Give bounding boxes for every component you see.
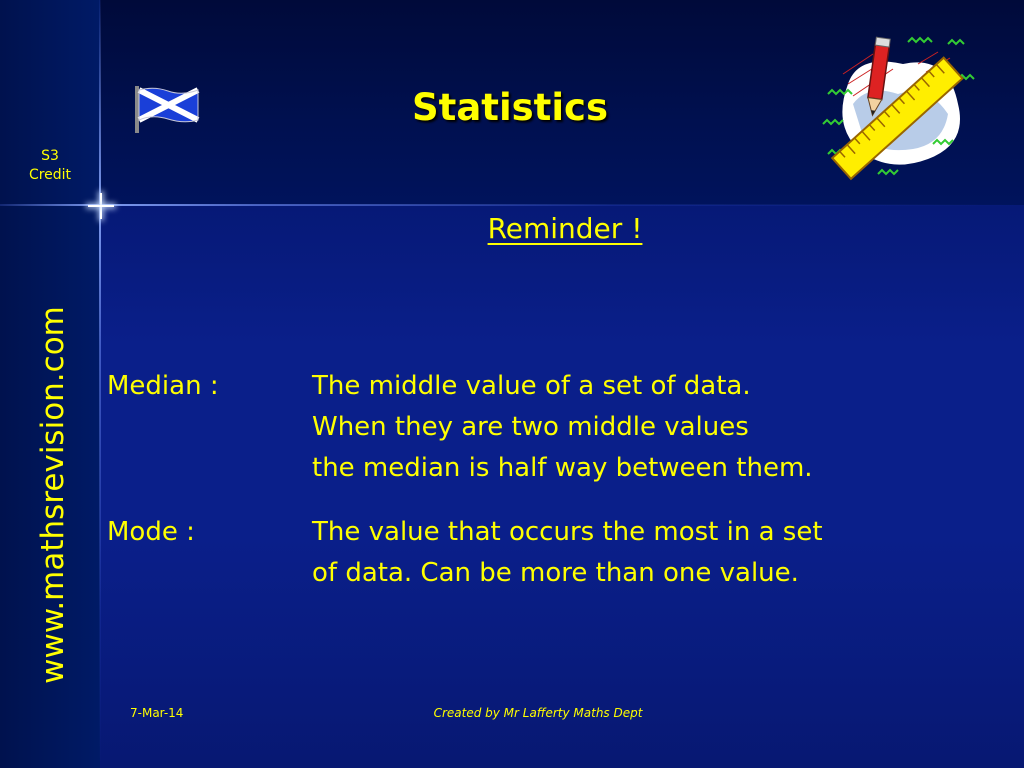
definition-line: When they are two middle values — [312, 412, 749, 442]
slide-title: Statistics — [411, 86, 609, 129]
definition-line: The value that occurs the most in a set — [312, 517, 823, 547]
definition-median — [312, 366, 813, 489]
scottish-flag-icon — [132, 84, 206, 134]
pencil-ruler-clipart-icon — [808, 24, 988, 194]
definition-line: of data. Can be more than one value. — [312, 558, 799, 588]
level-tier: Credit — [28, 167, 72, 183]
term-median: Median : — [107, 371, 219, 401]
course-level — [0, 147, 100, 185]
vertical-divider — [99, 0, 101, 768]
footer-date: 7-Mar-14 — [130, 706, 184, 720]
level-grade: S3 — [41, 148, 59, 164]
definition-line: The middle value of a set of data. — [312, 371, 751, 401]
reminder-heading: Reminder ! — [487, 212, 643, 245]
definition-line: the median is half way between them. — [312, 453, 813, 483]
footer-credit: Created by Mr Lafferty Maths Dept — [433, 706, 643, 720]
definition-mode — [312, 512, 823, 594]
sparkle-icon — [88, 193, 114, 219]
website-url: www.mathsrevision.com — [35, 306, 71, 684]
horizontal-divider — [0, 204, 1024, 206]
term-mode: Mode : — [107, 517, 195, 547]
